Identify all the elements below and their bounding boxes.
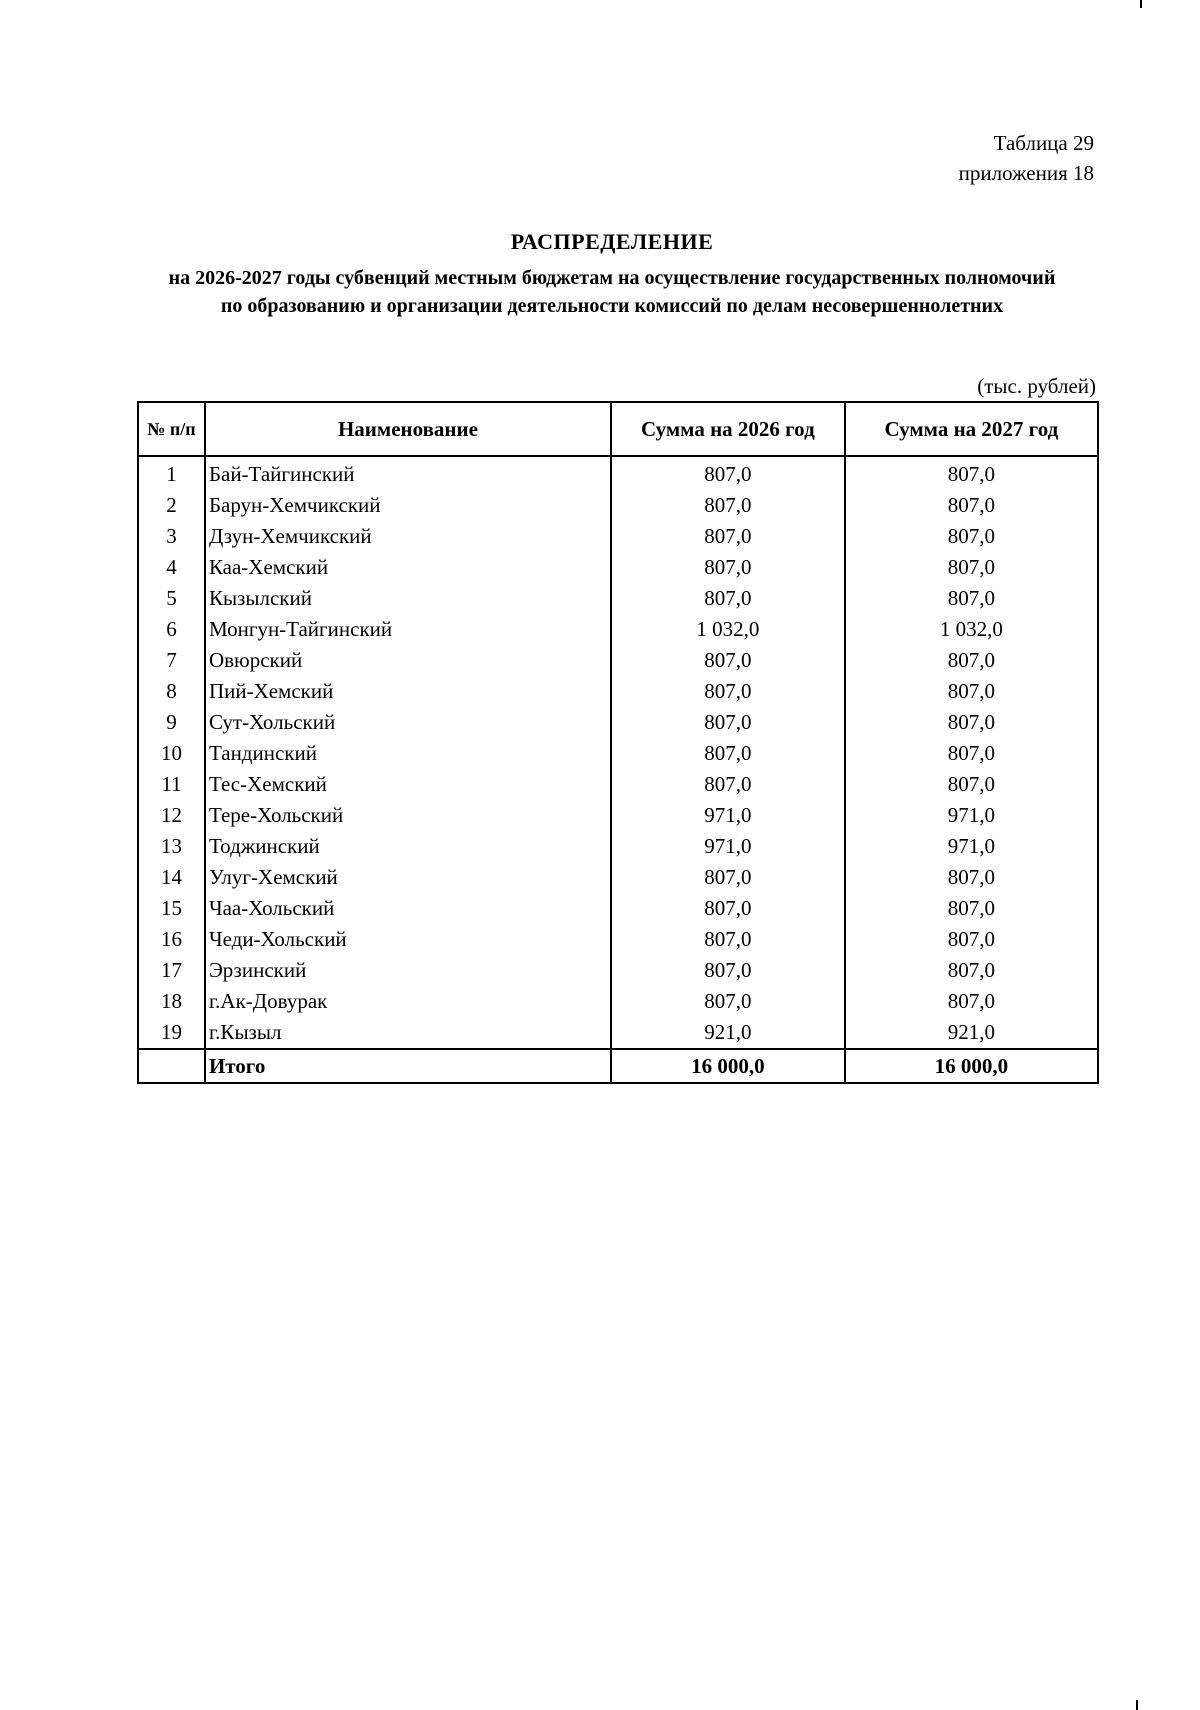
row-sum-2026: 971,0 bbox=[611, 800, 845, 831]
row-sum-2027: 971,0 bbox=[845, 800, 1098, 831]
row-name: Овюрский bbox=[205, 645, 611, 676]
row-number: 6 bbox=[138, 614, 205, 645]
row-sum-2026: 807,0 bbox=[611, 456, 845, 490]
table-body bbox=[138, 456, 1098, 1049]
row-sum-2027: 807,0 bbox=[845, 490, 1098, 521]
row-sum-2027: 807,0 bbox=[845, 521, 1098, 552]
document-title: РАСПРЕДЕЛЕНИЕ bbox=[510, 229, 714, 254]
row-sum-2026: 807,0 bbox=[611, 490, 845, 521]
row-name: Чеди-Хольский bbox=[205, 924, 611, 955]
row-number: 17 bbox=[138, 955, 205, 986]
row-number: 3 bbox=[138, 521, 205, 552]
row-name: Сут-Хольский bbox=[205, 707, 611, 738]
table-header-row bbox=[138, 402, 1098, 456]
table-row bbox=[138, 831, 1098, 862]
table-row bbox=[138, 893, 1098, 924]
column-header-sum-2027: Сумма на 2027 год bbox=[845, 402, 1098, 456]
row-name: Барун-Хемчикский bbox=[205, 490, 611, 521]
row-sum-2027: 807,0 bbox=[845, 676, 1098, 707]
row-sum-2026: 807,0 bbox=[611, 552, 845, 583]
row-sum-2026: 807,0 bbox=[611, 583, 845, 614]
row-name: Улуг-Хемский bbox=[205, 862, 611, 893]
row-sum-2026: 971,0 bbox=[611, 831, 845, 862]
row-sum-2026: 807,0 bbox=[611, 924, 845, 955]
column-header-number: № п/п bbox=[138, 402, 205, 456]
row-sum-2027: 807,0 bbox=[845, 645, 1098, 676]
row-sum-2027: 807,0 bbox=[845, 924, 1098, 955]
total-row bbox=[138, 1049, 1098, 1083]
row-name: Чаа-Хольский bbox=[205, 893, 611, 924]
table-row bbox=[138, 645, 1098, 676]
total-label: Итого bbox=[205, 1049, 611, 1083]
row-name: Каа-Хемский bbox=[205, 552, 611, 583]
row-name: Дзун-Хемчикский bbox=[205, 521, 611, 552]
row-number: 7 bbox=[138, 645, 205, 676]
row-name: Кызылский bbox=[205, 583, 611, 614]
row-sum-2026: 807,0 bbox=[611, 955, 845, 986]
row-sum-2026: 1 032,0 bbox=[611, 614, 845, 645]
total-number-cell bbox=[138, 1049, 205, 1083]
total-sum-2027: 16 000,0 bbox=[845, 1049, 1098, 1083]
row-number: 9 bbox=[138, 707, 205, 738]
table-row bbox=[138, 552, 1098, 583]
row-sum-2026: 807,0 bbox=[611, 893, 845, 924]
row-number: 4 bbox=[138, 552, 205, 583]
row-sum-2026: 921,0 bbox=[611, 1017, 845, 1049]
row-number: 12 bbox=[138, 800, 205, 831]
row-name: Тес-Хемский bbox=[205, 769, 611, 800]
row-name: Пий-Хемский bbox=[205, 676, 611, 707]
row-sum-2027: 807,0 bbox=[845, 738, 1098, 769]
row-name: Бай-Тайгинский bbox=[205, 456, 611, 490]
row-number: 11 bbox=[138, 769, 205, 800]
row-name: Тандинский bbox=[205, 738, 611, 769]
row-sum-2026: 807,0 bbox=[611, 738, 845, 769]
row-number: 18 bbox=[138, 986, 205, 1017]
table-row bbox=[138, 583, 1098, 614]
row-name: Эрзинский bbox=[205, 955, 611, 986]
table-number: Таблица 29 bbox=[993, 131, 1094, 155]
column-header-name: Наименование bbox=[205, 402, 611, 456]
table-row bbox=[138, 800, 1098, 831]
row-name: г.Ак-Довурак bbox=[205, 986, 611, 1017]
appendix-number: приложения 18 bbox=[958, 161, 1094, 185]
row-sum-2027: 807,0 bbox=[845, 769, 1098, 800]
table-row bbox=[138, 614, 1098, 645]
document-subtitle: на 2026-2027 годы субвенций местным бюджетам на осуществление государственных полномочий по образованию и организации деятельности комиссий по делам несовершеннолетних bbox=[168, 267, 1056, 317]
row-number: 15 bbox=[138, 893, 205, 924]
row-sum-2027: 807,0 bbox=[845, 456, 1098, 490]
row-sum-2027: 1 032,0 bbox=[845, 614, 1098, 645]
row-sum-2027: 807,0 bbox=[845, 707, 1098, 738]
column-header-sum-2026: Сумма на 2026 год bbox=[611, 402, 845, 456]
table-row bbox=[138, 738, 1098, 769]
appendix-reference bbox=[959, 128, 1094, 188]
table-row bbox=[138, 986, 1098, 1017]
row-name: Монгун-Тайгинский bbox=[205, 614, 611, 645]
row-number: 5 bbox=[138, 583, 205, 614]
row-sum-2026: 807,0 bbox=[611, 707, 845, 738]
total-sum-2026: 16 000,0 bbox=[611, 1049, 845, 1083]
row-sum-2027: 807,0 bbox=[845, 955, 1098, 986]
table-row bbox=[138, 707, 1098, 738]
row-sum-2026: 807,0 bbox=[611, 986, 845, 1017]
row-name: г.Кызыл bbox=[205, 1017, 611, 1049]
row-sum-2027: 921,0 bbox=[845, 1017, 1098, 1049]
table-row bbox=[138, 676, 1098, 707]
row-sum-2027: 807,0 bbox=[845, 986, 1098, 1017]
row-number: 8 bbox=[138, 676, 205, 707]
table-row bbox=[138, 1017, 1098, 1049]
row-sum-2027: 807,0 bbox=[845, 583, 1098, 614]
table-row bbox=[138, 862, 1098, 893]
distribution-table bbox=[137, 401, 1099, 1084]
row-number: 1 bbox=[138, 456, 205, 490]
table-row bbox=[138, 490, 1098, 521]
table-row bbox=[138, 456, 1098, 490]
row-name: Тоджинский bbox=[205, 831, 611, 862]
row-sum-2027: 807,0 bbox=[845, 862, 1098, 893]
scan-edge-mark bbox=[1136, 1700, 1138, 1710]
table-row bbox=[138, 521, 1098, 552]
row-sum-2026: 807,0 bbox=[611, 769, 845, 800]
row-number: 14 bbox=[138, 862, 205, 893]
table-row bbox=[138, 955, 1098, 986]
row-sum-2026: 807,0 bbox=[611, 862, 845, 893]
row-number: 10 bbox=[138, 738, 205, 769]
table-row bbox=[138, 924, 1098, 955]
row-number: 16 bbox=[138, 924, 205, 955]
row-sum-2027: 807,0 bbox=[845, 893, 1098, 924]
row-number: 2 bbox=[138, 490, 205, 521]
row-sum-2027: 807,0 bbox=[845, 552, 1098, 583]
row-name: Тере-Хольский bbox=[205, 800, 611, 831]
row-sum-2027: 971,0 bbox=[845, 831, 1098, 862]
row-number: 13 bbox=[138, 831, 205, 862]
scan-edge-mark bbox=[1140, 0, 1142, 8]
row-sum-2026: 807,0 bbox=[611, 645, 845, 676]
row-sum-2026: 807,0 bbox=[611, 521, 845, 552]
row-number: 19 bbox=[138, 1017, 205, 1049]
table-row bbox=[138, 769, 1098, 800]
units-label: (тыс. рублей) bbox=[977, 374, 1096, 398]
row-sum-2026: 807,0 bbox=[611, 676, 845, 707]
document-heading bbox=[130, 228, 1094, 320]
